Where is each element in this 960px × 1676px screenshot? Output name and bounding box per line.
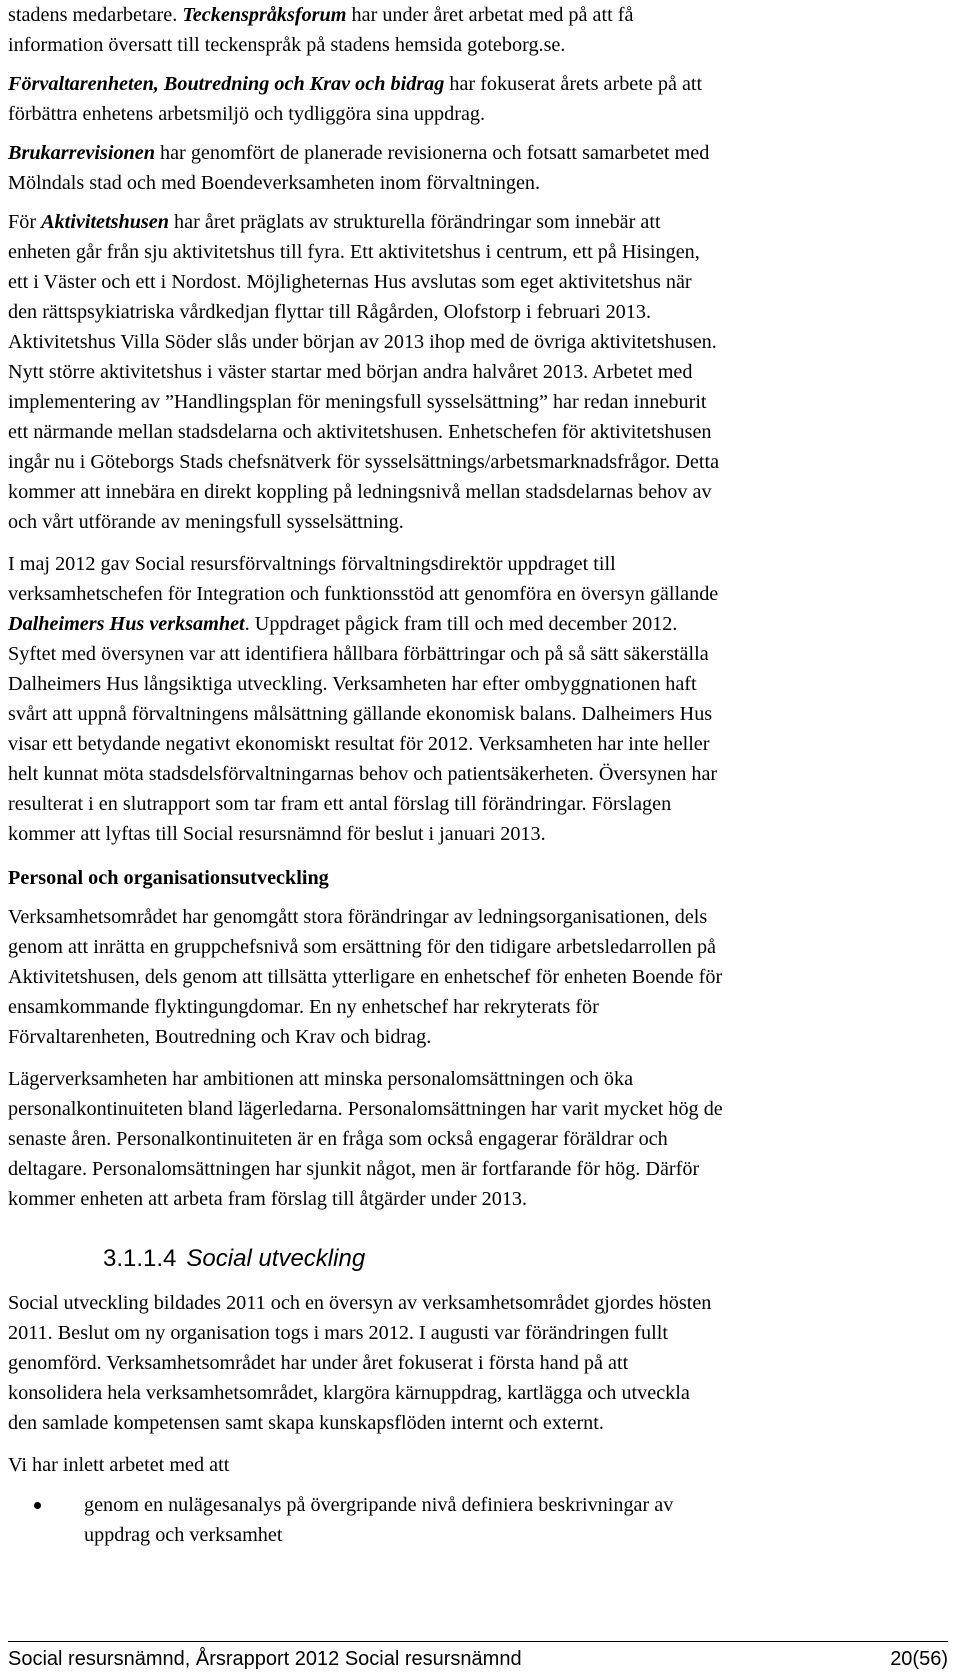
list-item: genom en nulägesanalys på övergripande nivå definiera beskrivningar av uppdrag och verksamhet (8, 1490, 956, 1550)
emphasis-aktivitetshusen: Aktivitetshusen (41, 211, 169, 233)
paragraph-aktivitetshusen: För Aktivitetshusen har året präglats av strukturella förändringar som innebär att enheten går från sju aktivitetshus till fyra. Ett aktivitetshus i centrum, ett på Hisingen, ett i Väster och ett i Nordost. Möjligheternas Hus avslutas som eget aktivitetshus när den rättspsykiatriska vårdkedjan flyttar till Rågården, Olofstorp i februari 2013. Aktivitetshus Villa Söder slås under början av 2013 ihop med de övriga aktivitetshusen. Nytt större aktivitetshus i väster startar med början andra halvåret 2013. Arbetet med implementering av ”Handlingsplan för meningsfull sysselsättning” har redan inneburit ett närmande mellan stadsdelarna och aktivitetshusen. Enhetschefen för aktivitetshusen ingår nu i Göteborgs Stads chefsnätverk för sysselsättnings/arbetsmarknadsfrågor. Detta kommer att innebära en direkt koppling på ledningsnivå mellan stadsdelarnas behov av och vårt utförande av meningsfull sysselsättning. (8, 211, 720, 533)
page-number: 20(56) (890, 1648, 948, 1670)
bullet-icon (34, 1502, 41, 1509)
paragraph-inlett-arbetet: Vi har inlett arbetet med att (8, 1454, 230, 1476)
emphasis-dalheimers: Dalheimers Hus verksamhet (8, 613, 245, 635)
footer-title: Social resursnämnd, Årsrapport 2012 Social resursnämnd (8, 1648, 522, 1670)
bullet-list (8, 1490, 956, 1550)
emphasis-teckensprakforum: Teckenspråksforum (182, 4, 347, 26)
emphasis-forvaltarenheten: Förvaltarenheten, Boutredning och Krav och bidrag (8, 73, 445, 95)
emphasis-brukarrevisionen: Brukarrevisionen (8, 142, 155, 164)
section-heading-social-utveckling (8, 1244, 956, 1274)
paragraph-dalheimers: I maj 2012 gav Social resursförvaltnings förvaltningsdirektör uppdraget till verksamhetschefen för Integration och funktionsstöd att genomföra en översyn gällande Dalheimers Hus verksamhet. Uppdraget pågick fram till och med december 2012. Syftet med översynen var att identifiera hållbara förbättringar och på så sätt säkerställa Dalheimers Hus långsiktiga utveckling. Verksamheten har efter ombyggnationen haft svårt att uppnå förvaltningens målsättning gällande ekonomisk balans. Dalheimers Hus visar ett betydande negativt ekonomiskt resultat för 2012. Verksamheten har inte heller helt kunnat möta stadsdelsförvaltningarnas behov och patientsäkerheten. Översynen har resulterat i en slutrapport som tar fram ett antal förslag till förändringar. Förslagen kommer att lyftas till Social resursnämnd för beslut i januari 2013. (8, 553, 719, 845)
paragraph-teckensprak: stadens medarbetare. Teckenspråksforum har under året arbetat med på att få information översatt till teckenspråk på stadens hemsida goteborg.se. (8, 4, 634, 56)
paragraph-lagerverksamheten: Lägerverksamheten har ambitionen att minska personalomsättningen och öka personalkontinuiteten bland lägerledarna. Personalomsättningen har varit mycket hög de senaste åren. Personalkontinuiteten är en fråga som också engagerar föräldrar och deltagare. Personalomsättningen har sjunkit något, men är fortfarande för hög. Därför kommer enheten att arbeta fram förslag till åtgärder under 2013. (8, 1068, 723, 1210)
document-page (8, 0, 956, 1550)
section-number: 3.1.1.4 (103, 1245, 177, 1272)
paragraph-social-utveckling: Social utveckling bildades 2011 och en översyn av verksamhetsområdet gjordes hösten 2011. Beslut om ny organisation togs i mars 2012. I augusti var förändringen fullt genomförd. Verksamhetsområdet har under året fokuserat i första hand på att konsolidera hela verksamhetsområdet, klargöra kärnuppdrag, kartlägga och utveckla den samlade kompetensen samt skapa kunskapsflöden internt och externt. (8, 1292, 712, 1434)
paragraph-brukarrevisionen: Brukarrevisionen har genomfört de planerade revisionerna och fotsatt samarbetet med Mölndals stad och med Boendeverksamheten inom förvaltningen. (8, 142, 710, 194)
heading-personal: Personal och organisationsutveckling (8, 867, 329, 889)
page-footer (8, 1641, 948, 1672)
section-title: Social utveckling (186, 1245, 366, 1272)
paragraph-ledningsorganisation: Verksamhetsområdet har genomgått stora förändringar av ledningsorganisationen, dels genom att inrätta en gruppchefsnivå som ersättning för den tidigare arbetsledarrollen på Aktivitetshusen, dels genom att tillsätta ytterligare en enhetschef för enheten Boende för ensamkommande flyktingungdomar. En ny enhetschef har rekryterats för Förvaltarenheten, Boutredning och Krav och bidrag. (8, 906, 723, 1048)
paragraph-forvaltarenheten: Förvaltarenheten, Boutredning och Krav och bidrag har fokuserat årets arbete på att förbättra enhetens arbetsmiljö och tydliggöra sina uppdrag. (8, 73, 703, 125)
